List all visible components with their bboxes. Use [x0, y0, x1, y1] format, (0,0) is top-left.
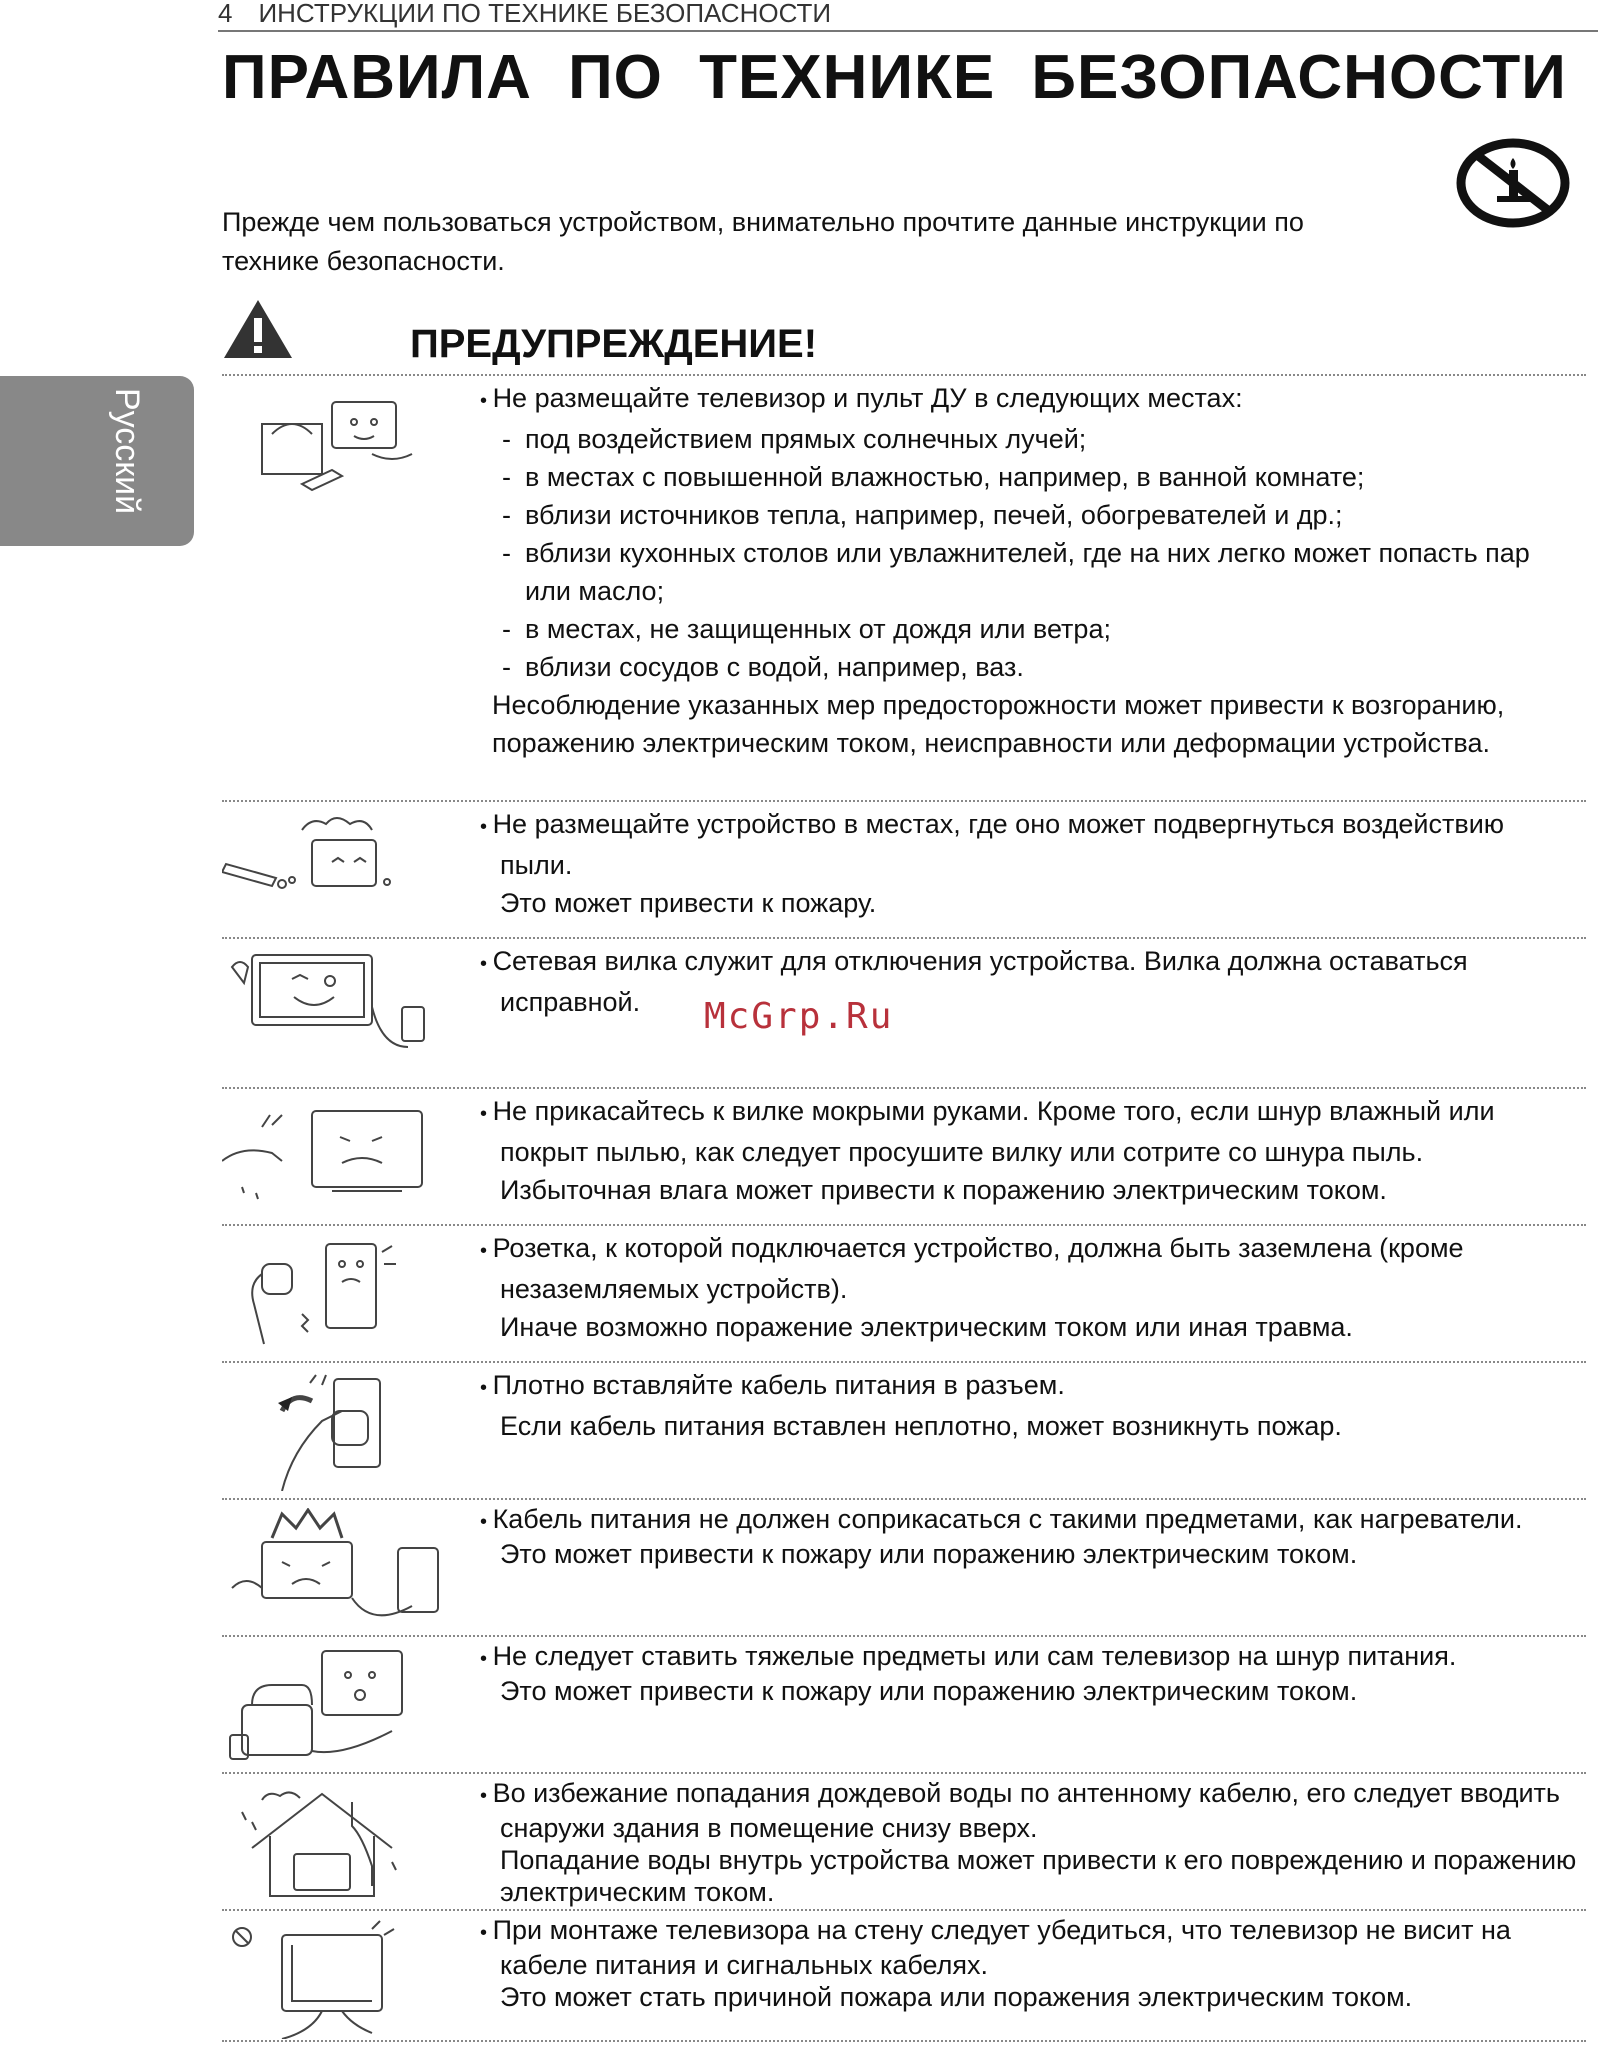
plug-disconnect-illustration: [222, 947, 452, 1067]
safety-item-8-consequence: Это может привести к пожару или поражению электрическим током.: [500, 1676, 1358, 1706]
safety-item-1-lead: • Не размещайте телевизор и пульт ДУ в следующих местах:: [480, 379, 1580, 420]
safety-item-6-consequence: Если кабель питания вставлен неплотно, может возникнуть пожар.: [500, 1411, 1342, 1441]
no-candle-icon: [1455, 138, 1571, 228]
language-tab: [0, 376, 194, 546]
safety-item-6-text: [480, 1366, 1580, 1445]
running-header-section: ИНСТРУКЦИИ ПО ТЕХНИКЕ БЕЗОПАСНОСТИ: [258, 0, 832, 28]
safety-item-1-note: Несоблюдение указанных мер предосторожности может привести к возгоранию, поражению электрическим током, неисправности или деформации устройства.: [492, 690, 1505, 758]
safety-item-7-lead: • Кабель питания не должен соприкасаться с такими предметами, как нагреватели.: [480, 1503, 1580, 1538]
safety-item-2-text: [480, 805, 1580, 922]
safety-item-4-lead: • Не прикасайтесь к вилке мокрыми руками. Кроме того, если шнур влажный или покрыт пылью, как следует просушите вилку или сотрите со шнура пыль.: [480, 1092, 1580, 1171]
safety-item-3: [222, 937, 1586, 1087]
safety-item-8-text: [480, 1640, 1580, 1707]
language-tab-label: Русский: [108, 388, 146, 515]
safety-item-4-consequence: Избыточная влага может привести к поражению электрическим током.: [500, 1175, 1387, 1205]
safety-item-2: [222, 800, 1586, 937]
wet-hands-plug-illustration: [222, 1097, 452, 1217]
safety-item-6: [222, 1361, 1586, 1498]
tv-hazard-locations-illustration: [222, 384, 452, 504]
intro-text: Прежде чем пользоваться устройством, внимательно прочтите данные инструкции по технике безопасности.: [222, 207, 1304, 276]
safety-item-7-text: [480, 1503, 1580, 1570]
safety-item-9-consequence: Попадание воды внутрь устройства может привести к его повреждению и поражению электрическим током.: [500, 1845, 1577, 1907]
grounded-outlet-illustration: [222, 1234, 452, 1354]
hazard-location-6: - вблизи сосудов с водой, например, ваз.: [480, 648, 1580, 686]
safety-item-5-lead: • Розетка, к которой подключается устройство, должна быть заземлена (кроме незаземляемых устройств).: [480, 1229, 1580, 1308]
bottom-rule: [222, 2040, 1586, 2042]
hazard-location-3: - вблизи источников тепла, например, печей, обогревателей и др.;: [480, 496, 1580, 534]
safety-item-4-text: [480, 1092, 1580, 1209]
heater-cable-illustration: [222, 1508, 452, 1628]
safety-item-3-text: [480, 942, 1580, 1021]
safety-item-10-lead: • При монтаже телевизора на стену следует убедиться, что телевизор не висит на кабеле питания и сигнальных кабелях.: [480, 1914, 1580, 1981]
hazard-location-5: - в местах, не защищенных от дождя или ветра;: [480, 610, 1580, 648]
dust-hazard-illustration: [222, 810, 452, 930]
safety-item-10-consequence: Это может стать причиной пожара или поражения электрическим током.: [500, 1982, 1413, 2012]
safety-item-9-lead: • Во избежание попадания дождевой воды по антенному кабелю, его следует вводить снаружи здания в помещение снизу вверх.: [480, 1777, 1580, 1844]
safety-item-5-text: [480, 1229, 1580, 1346]
plug-insert-illustration: [222, 1371, 452, 1491]
safety-item-7-consequence: Это может привести к пожару или поражению электрическим током.: [500, 1539, 1358, 1569]
page-title: ПРАВИЛА ПО ТЕХНИКЕ БЕЗОПАСНОСТИ: [222, 43, 1567, 112]
safety-item-5-consequence: Иначе возможно поражение электрическим током или иная травма.: [500, 1312, 1353, 1342]
heavy-object-cable-illustration: [222, 1645, 452, 1765]
antenna-cable-rain-illustration: [222, 1782, 452, 1902]
safety-item-4: [222, 1087, 1586, 1224]
safety-item-9: [222, 1772, 1586, 1909]
safety-item-2-consequence: Это может привести к пожару.: [500, 888, 877, 918]
watermark: McGrp.Ru: [704, 996, 894, 1037]
safety-item-8-lead: • Не следует ставить тяжелые предметы или сам телевизор на шнур питания.: [480, 1640, 1580, 1675]
safety-item-1-text: [480, 379, 1580, 762]
warning-title: ПРЕДУПРЕЖДЕНИЕ!: [410, 322, 818, 366]
running-header: [218, 0, 1598, 32]
safety-item-2-lead: • Не размещайте устройство в местах, где оно может подвергнуться воздействию пыли.: [480, 805, 1580, 884]
safety-item-10: [222, 1909, 1586, 2040]
warning-triangle-icon: [222, 298, 294, 360]
hazard-location-4: - вблизи кухонных столов или увлажнителей, где на них легко может попасть пар или масло;: [480, 534, 1580, 610]
safety-item-5: [222, 1224, 1586, 1361]
safety-item-7: [222, 1498, 1586, 1635]
wall-mount-cable-illustration: [222, 1919, 452, 2039]
page-number: 4: [218, 0, 233, 28]
safety-item-8: [222, 1635, 1586, 1772]
safety-item-6-lead: • Плотно вставляйте кабель питания в разъем.: [480, 1366, 1580, 1407]
hazard-location-2: - в местах с повышенной влажностью, например, в ванной комнате;: [480, 458, 1580, 496]
hazard-location-1: - под воздействием прямых солнечных лучей;: [480, 420, 1580, 458]
safety-item-10-text: [480, 1914, 1580, 2013]
safety-item-3-lead: • Сетевая вилка служит для отключения устройства. Вилка должна оставаться исправной.: [480, 942, 1580, 1021]
safety-item-1: [222, 374, 1586, 800]
safety-item-9-text: [480, 1777, 1580, 1908]
